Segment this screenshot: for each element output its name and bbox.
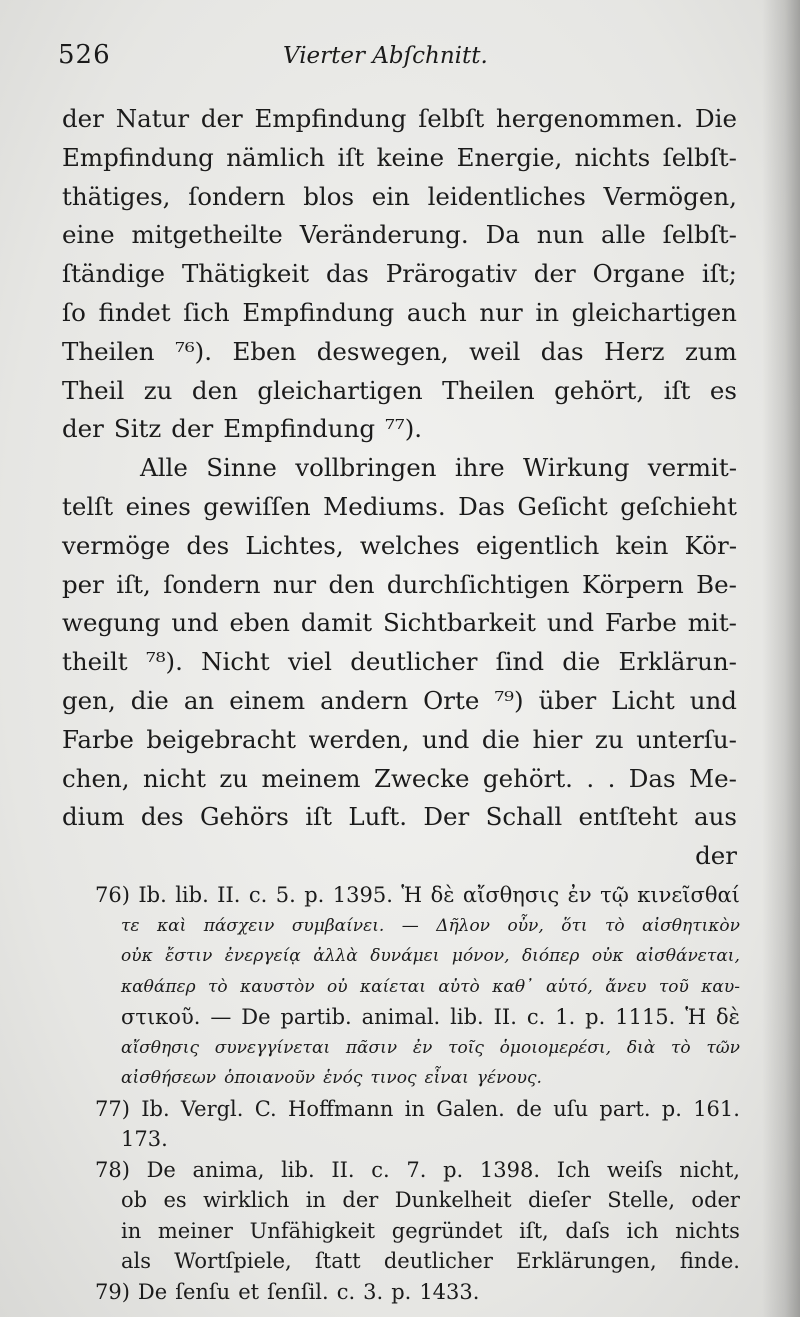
footnote-line: καθάπερ τὸ καυστὸν οὐ καίεται αὐτὸ καθ᾽ αὑτό, ἄνευ τοῦ καυ- [121,976,740,997]
page-gutter-shadow [762,0,800,1317]
body-text-line: dium des Gehörs iſt Luft. Der Schall entſteht aus [62,802,737,832]
footnote-line: 79) De ſenſu et ſenſil. c. 3. p. 1433. [95,1279,480,1304]
footnote-line: αἴσθησις συνεγγίνεται πᾶσιν ἐν τοῖς ὁμοιομερέσι, διὰ τὸ τῶν [121,1037,740,1058]
body-text-line: Alle Sinne vollbringen ihre Wirkung vermit- [140,453,737,483]
body-text-line: Theil zu den gleichartigen Theilen gehört, iſt es [62,375,737,405]
footnote-line: οὐκ ἔστιν ἐνεργείᾳ ἀλλὰ δυνάμει μόνον, διόπερ οὐκ αἰσθάνεται, [121,946,740,966]
body-text-line: der [695,841,737,871]
footnote-line: 173. [121,1127,168,1151]
footnote-line: 78) De anima, lib. II. c. 7. p. 1398. Ich weiſs nicht, [95,1157,740,1182]
body-text-line: telſt eines gewiſſen Mediums. Das Geſicht geſchieht [62,491,737,521]
body-text-line: der Sitz der Empfindung ⁷⁷). [62,414,423,444]
main-text [62,100,737,876]
body-text-line: theilt ⁷⁸). Nicht viel deutlicher ſind die Erklärun- [62,647,737,677]
body-text-line: thätiges, ſondern blos ein leidentliches Vermögen, [62,181,737,211]
body-text-line: wegung und eben damit Sichtbarkeit und Farbe mit- [62,608,737,638]
footnotes [95,880,740,1307]
body-text-line: Farbe beigebracht werden, und die hier zu unterſu- [62,724,737,754]
body-text-line: ſtändige Thätigkeit das Prärogativ der Organe iſt; [62,259,737,289]
footnote-line: στικοῦ. — De partib. animal. lib. II. c. 1. p. 1115. Ἡ δὲ [121,1005,740,1029]
body-text-line: vermöge des Lichtes, welches eigentlich kein Kör- [62,530,737,560]
body-text-line: chen, nicht zu meinem Zwecke gehört. . . Das Me- [62,763,737,793]
footnote-line: τε καὶ πάσχειν συμβαίνει. — Δῆλον οὖν, ὅτι τὸ αἰσθητικὸν [121,915,740,936]
body-text-line: Theilen ⁷⁶). Eben deswegen, weil das Herz zum [62,336,737,366]
page-number: 526 [58,40,111,70]
body-text-line: gen, die an einem andern Orte ⁷⁹) über Licht und [62,685,737,715]
body-text-line: Empfindung nämlich iſt keine Energie, nichts ſelbſt- [62,142,737,172]
footnote-line: in meiner Unfähigkeit gegründet iſt, daſs ich nichts [121,1218,740,1243]
footnote-line: ob es wirklich in der Dunkelheit dieſer Stelle, oder [121,1188,740,1212]
body-text-line: ſo findet ſich Empfindung auch nur in gleichartigen [62,297,737,327]
footnote-line: αἰσθήσεων ὁποιανοῦν ἑνός τινος εἶναι γένους. [121,1068,542,1088]
body-text-line: per iſt, ſondern nur den durchſichtigen Körpern Be- [62,569,737,599]
body-text-line: der Natur der Empfindung ſelbſt hergenommen. Die [62,104,737,133]
footnote-line: 76) Ib. lib. II. c. 5. p. 1395. Ἡ δὲ αἴσθησις ἐν τῷ κινεῖσθαί [95,883,740,907]
page-header [58,40,738,80]
footnote-line: 77) Ib. Vergl. C. Hoffmann in Galen. de uſu part. p. 161. [95,1096,740,1121]
running-title: Vierter Abſchnitt. [283,43,488,69]
footnote-line: als Wortſpiele, ſtatt deutlicher Erklärungen, finde. [121,1249,740,1273]
body-text-line: eine mitgetheilte Veränderung. Da nun alle ſelbſt- [62,220,737,250]
